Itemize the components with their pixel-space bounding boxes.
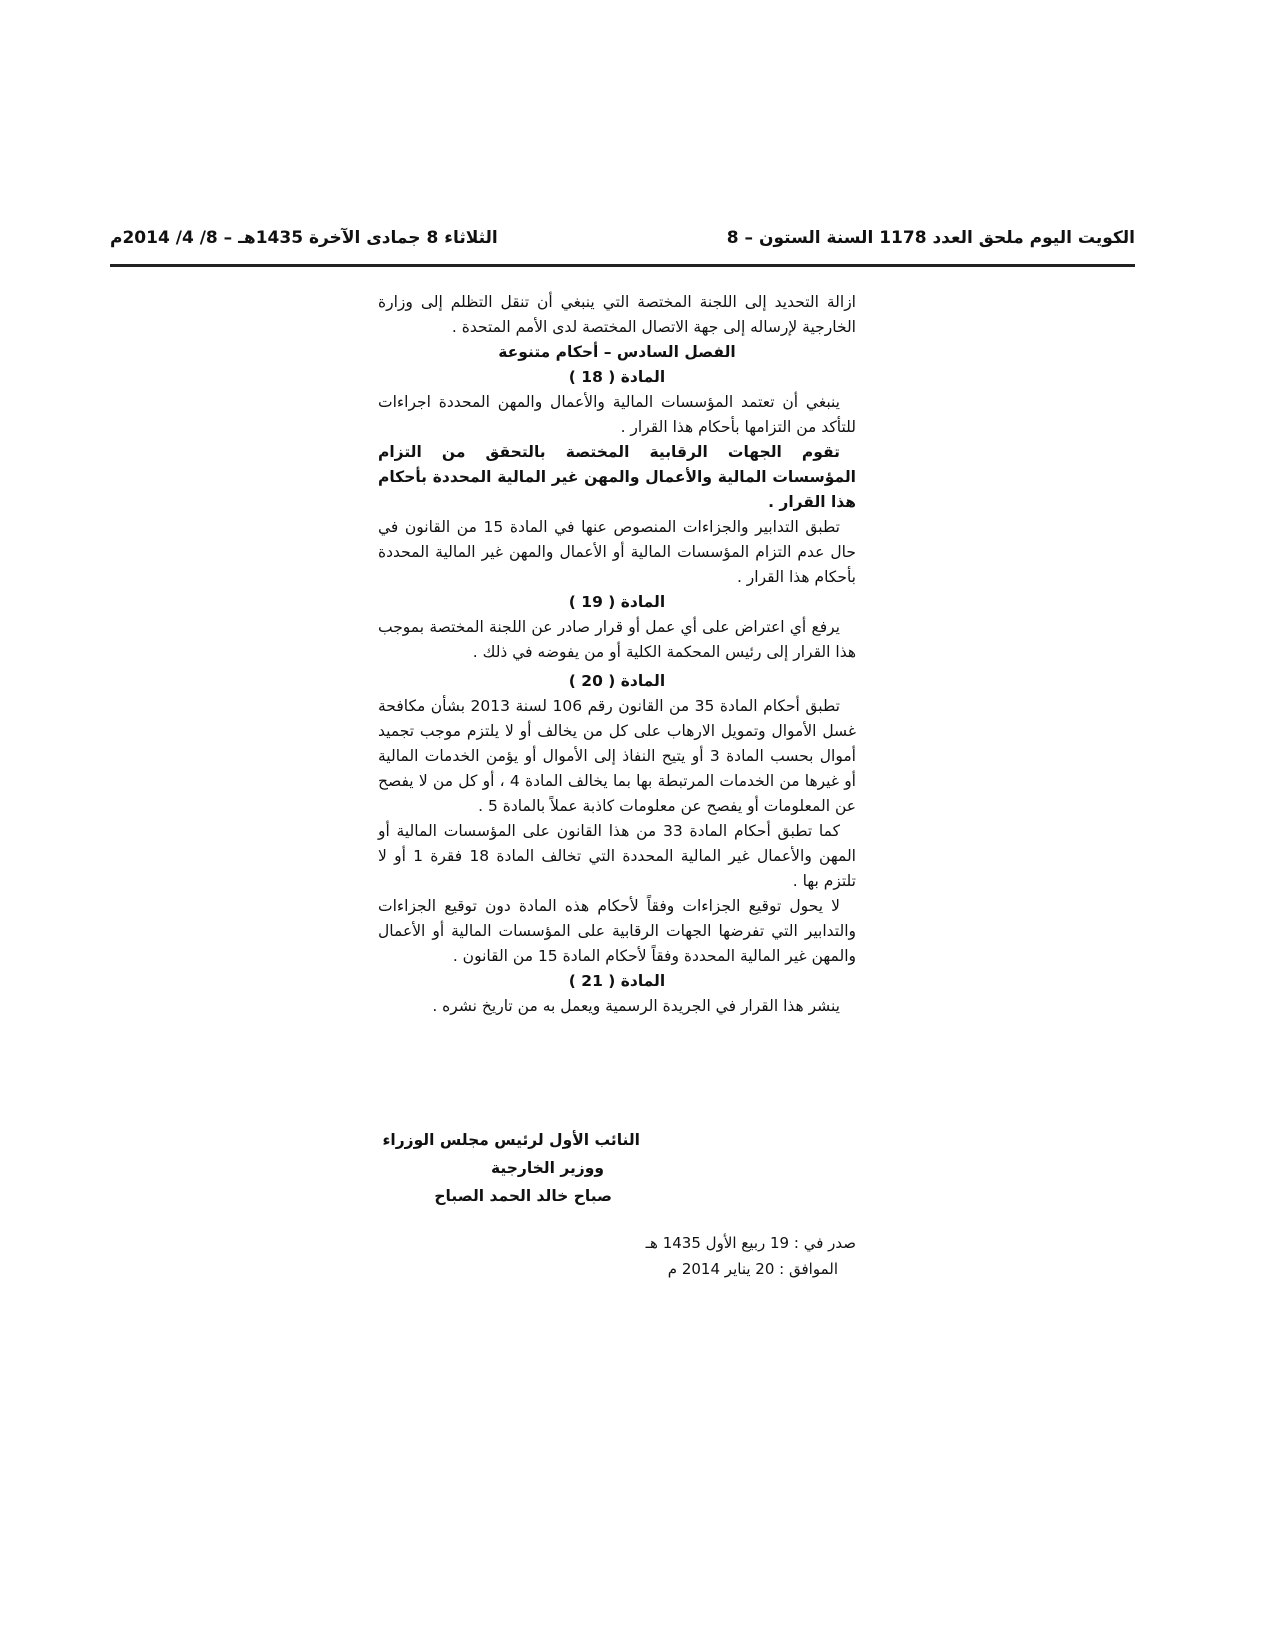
publication-date: الثلاثاء 8 جمادى الآخرة 1435هـ – 8/ 4/ 2014م: [110, 228, 498, 248]
page-header: [110, 228, 1135, 264]
article-19-paragraph: يرفع أي اعتراض على أي عمل أو قرار صادر عن اللجنة المختصة بموجب هذا القرار إلى رئيس المحكمة الكلية أو من يفوضه في ذلك .: [378, 618, 856, 661]
article-20-paragraph-1: تطبق أحكام المادة 35 من القانون رقم 106 لسنة 2013 بشأن مكافحة غسل الأموال وتمويل الارهاب على كل من يخالف أو لا يلتزم موجب تجميد أموال بحسب المادة 3 أو يتيح النفاذ إلى الأموال أو يؤمن الخدمات المالية أو غيرها من الخدمات المرتبطة بها بما يخالف المادة 4 ، أو كل من لا يفصح عن المعلومات أو يفصح عن معلومات كاذبة عملاً بالمادة 5 .: [378, 697, 856, 815]
signatory-name: صباح خالد الحمد الصباح: [434, 1187, 612, 1205]
issue-date-hijri: صدر في : 19 ربيع الأول 1435 هـ: [645, 1234, 856, 1252]
signatory-title: النائب الأول لرئيس مجلس الوزراء: [382, 1131, 640, 1149]
article-20-paragraph-3: لا يحول توقيع الجزاءات وفقاً لأحكام هذه المادة دون توقيع الجزاءات والتدابير التي تفرضها الجهات الرقابية على المؤسسات المالية أو الأعمال والمهن غير المالية المحددة وفقاً لأحكام المادة 15 من القانون .: [378, 897, 856, 965]
paragraph-intro: ازالة التحديد إلى اللجنة المختصة التي ينبغي أن تنقل التظلم إلى وزارة الخارجية لإرساله إلى جهة الاتصال المختصة لدى الأمم المتحدة .: [378, 293, 856, 336]
signature-block: [380, 1126, 640, 1210]
issue-date-block: [560, 1230, 856, 1282]
header-divider: [110, 264, 1135, 267]
chapter-title: الفصل السادس – أحكام متنوعة: [498, 343, 736, 361]
publication-info: الكويت اليوم ملحق العدد 1178 السنة الستون – 8: [726, 228, 1135, 248]
article-18-paragraph-3: تطبق التدابير والجزاءات المنصوص عنها في المادة 15 من القانون في حال عدم التزام المؤسسات المالية أو الأعمال والمهن غير المالية المحددة بأحكام هذا القرار .: [378, 518, 856, 586]
decree-body: [378, 290, 856, 1019]
article-21-paragraph: ينشر هذا القرار في الجريدة الرسمية ويعمل به من تاريخ نشره .: [432, 997, 840, 1015]
article-20-heading: المادة ( 20 ): [568, 672, 666, 690]
article-18-paragraph-1: ينبغي أن تعتمد المؤسسات المالية والأعمال والمهن المحددة اجراءات للتأكد من التزامها بأحكام هذا القرار .: [378, 393, 856, 436]
article-18-heading: المادة ( 18 ): [568, 368, 666, 386]
issue-date-gregorian: الموافق : 20 يناير 2014 م: [667, 1260, 838, 1278]
article-19-heading: المادة ( 19 ): [568, 593, 666, 611]
article-20-paragraph-2: كما تطبق أحكام المادة 33 من هذا القانون على المؤسسات المالية أو المهن والأعمال غير المالية المحددة التي تخالف المادة 18 فقرة 1 أو لا تلتزم بها .: [378, 822, 856, 890]
signatory-ministry: ووزير الخارجية: [491, 1159, 604, 1177]
article-18-paragraph-2: تقوم الجهات الرقابية المختصة بالتحقق من التزام المؤسسات المالية والأعمال والمهن غير المالية المحددة بأحكام هذا القرار .: [378, 443, 856, 511]
article-21-heading: المادة ( 21 ): [568, 972, 666, 990]
